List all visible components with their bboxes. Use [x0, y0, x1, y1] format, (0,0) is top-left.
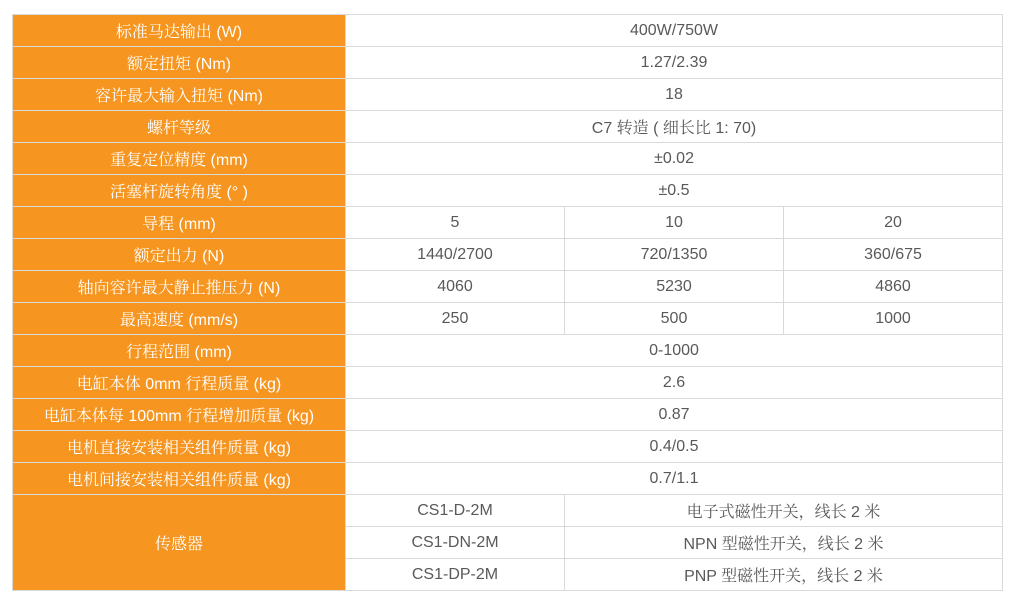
row-value: 0.7/1.1: [346, 463, 1003, 495]
row-value: 4060: [346, 271, 565, 303]
row-label: 标准马达输出 (W): [13, 15, 346, 47]
sensor-desc: NPN 型磁性开关，线长 2 米: [565, 527, 1003, 559]
row-label: 容许最大输入扭矩 (Nm): [13, 79, 346, 111]
row-label: 活塞杆旋转角度 (° ): [13, 175, 346, 207]
row-value: 0-1000: [346, 335, 1003, 367]
row-value: 0.87: [346, 399, 1003, 431]
row-value: 500: [565, 303, 784, 335]
row-label: 行程范围 (mm): [13, 335, 346, 367]
spec-row: [13, 15, 1003, 47]
row-value: 1.27/2.39: [346, 47, 1003, 79]
spec-row: [13, 239, 1003, 271]
spec-table: [12, 14, 1003, 591]
row-label: 额定出力 (N): [13, 239, 346, 271]
spec-row: [13, 79, 1003, 111]
row-label: 螺杆等级: [13, 111, 346, 143]
row-label: 轴向容许最大静止推压力 (N): [13, 271, 346, 303]
spec-row: [13, 431, 1003, 463]
row-label: 电缸本体每 100mm 行程增加质量 (kg): [13, 399, 346, 431]
row-value: ±0.5: [346, 175, 1003, 207]
sensor-desc: 电子式磁性开关，线长 2 米: [565, 495, 1003, 527]
sensor-desc: PNP 型磁性开关，线长 2 米: [565, 559, 1003, 591]
spec-row: [13, 111, 1003, 143]
row-label: 电缸本体 0mm 行程质量 (kg): [13, 367, 346, 399]
row-value: 5230: [565, 271, 784, 303]
row-label: 导程 (mm): [13, 207, 346, 239]
row-value: 5: [346, 207, 565, 239]
spec-row: [13, 463, 1003, 495]
spec-row: [13, 271, 1003, 303]
spec-row: [13, 143, 1003, 175]
row-value: 720/1350: [565, 239, 784, 271]
row-label: 重复定位精度 (mm): [13, 143, 346, 175]
spec-row: [13, 495, 1003, 527]
sensor-model: CS1-D-2M: [346, 495, 565, 527]
row-value: 400W/750W: [346, 15, 1003, 47]
spec-row: [13, 207, 1003, 239]
spec-sheet: [12, 14, 1003, 591]
row-value: 0.4/0.5: [346, 431, 1003, 463]
row-label: 额定扭矩 (Nm): [13, 47, 346, 79]
spec-row: [13, 47, 1003, 79]
row-value: 1000: [784, 303, 1003, 335]
spec-row: [13, 399, 1003, 431]
row-value: 2.6: [346, 367, 1003, 399]
row-value: 10: [565, 207, 784, 239]
row-value: 20: [784, 207, 1003, 239]
row-value: 1440/2700: [346, 239, 565, 271]
spec-row: [13, 175, 1003, 207]
row-label: 电机直接安装相关组件质量 (kg): [13, 431, 346, 463]
row-value: ±0.02: [346, 143, 1003, 175]
row-value: 4860: [784, 271, 1003, 303]
row-label: 电机间接安装相关组件质量 (kg): [13, 463, 346, 495]
sensor-model: CS1-DN-2M: [346, 527, 565, 559]
row-label-sensors: 传感器: [13, 495, 346, 591]
row-value: 250: [346, 303, 565, 335]
row-label: 最高速度 (mm/s): [13, 303, 346, 335]
spec-row: [13, 303, 1003, 335]
sensor-model: CS1-DP-2M: [346, 559, 565, 591]
spec-row: [13, 335, 1003, 367]
spec-row: [13, 367, 1003, 399]
row-value: 360/675: [784, 239, 1003, 271]
row-value: 18: [346, 79, 1003, 111]
row-value: C7 转造 ( 细长比 1: 70): [346, 111, 1003, 143]
